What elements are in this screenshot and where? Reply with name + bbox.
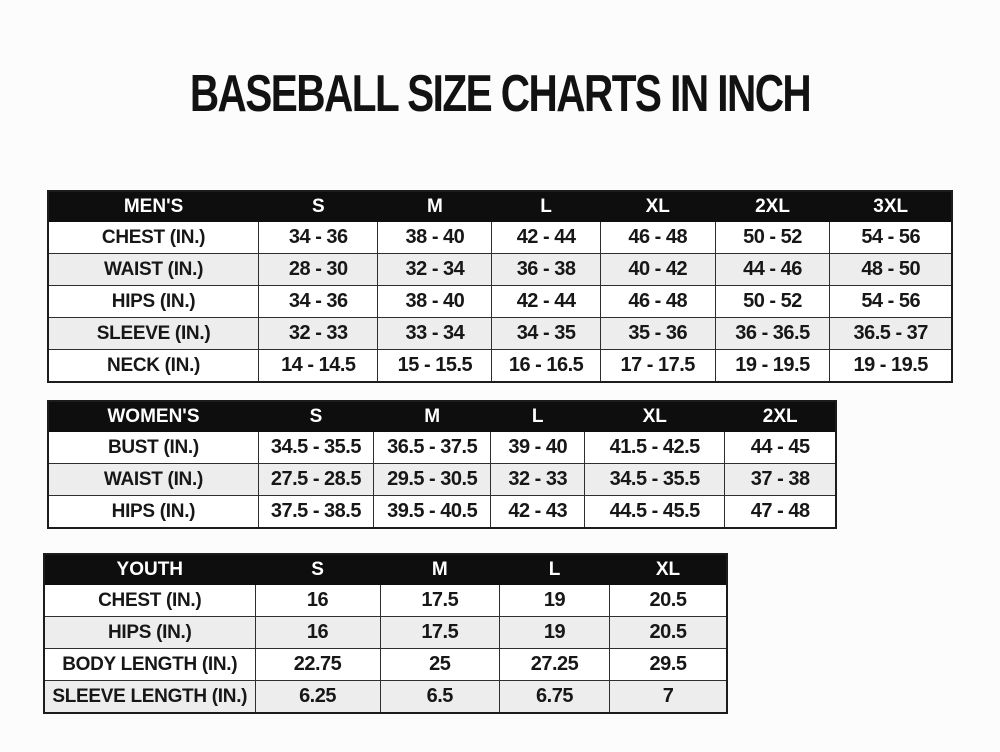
size-value: 20.5 (610, 585, 728, 617)
measurement-label: CHEST (IN.) (44, 585, 255, 617)
size-value: 36 - 38 (492, 254, 600, 286)
size-value: 38 - 40 (378, 286, 492, 318)
size-value: 42 - 44 (492, 222, 600, 254)
womens-group-header: WOMEN'S (48, 401, 258, 432)
size-value: 34 - 36 (259, 222, 378, 254)
measurement-row (48, 318, 952, 350)
page-title: BASEBALL SIZE CHARTS IN INCH (189, 65, 811, 123)
womens-header-row (48, 401, 836, 432)
size-value: 25 (380, 649, 500, 681)
measurement-row (48, 432, 836, 464)
measurement-row (48, 254, 952, 286)
size-column-header: S (255, 554, 380, 585)
size-value: 6.5 (380, 681, 500, 714)
size-value: 46 - 48 (600, 286, 715, 318)
size-value: 19 - 19.5 (715, 350, 830, 383)
size-column-header: L (492, 191, 600, 222)
size-column-header: M (373, 401, 490, 432)
measurement-label: BODY LENGTH (IN.) (44, 649, 255, 681)
size-value: 36.5 - 37 (830, 318, 952, 350)
youth-size-table (43, 553, 728, 714)
size-value: 36 - 36.5 (715, 318, 830, 350)
measurement-label: HIPS (IN.) (44, 617, 255, 649)
size-value: 40 - 42 (600, 254, 715, 286)
size-column-header: L (491, 401, 585, 432)
measurement-row (44, 617, 727, 649)
measurement-row (48, 464, 836, 496)
measurement-row (48, 222, 952, 254)
size-value: 37.5 - 38.5 (258, 496, 373, 529)
size-value: 6.25 (255, 681, 380, 714)
size-value: 32 - 34 (378, 254, 492, 286)
womens-size-table (47, 400, 837, 529)
size-value: 33 - 34 (378, 318, 492, 350)
measurement-row (44, 649, 727, 681)
size-value: 38 - 40 (378, 222, 492, 254)
size-value: 16 (255, 617, 380, 649)
size-value: 50 - 52 (715, 222, 830, 254)
size-value: 34 - 35 (492, 318, 600, 350)
size-value: 17.5 (380, 585, 500, 617)
size-value: 44 - 45 (725, 432, 836, 464)
measurement-label: HIPS (IN.) (48, 496, 258, 529)
youth-header-row (44, 554, 727, 585)
measurement-row (48, 286, 952, 318)
size-value: 32 - 33 (491, 464, 585, 496)
size-column-header: 3XL (830, 191, 952, 222)
measurement-row (48, 350, 952, 383)
size-value: 6.75 (500, 681, 610, 714)
measurement-label: NECK (IN.) (48, 350, 259, 383)
mens-header-row (48, 191, 952, 222)
size-value: 54 - 56 (830, 222, 952, 254)
size-value: 34 - 36 (259, 286, 378, 318)
size-value: 29.5 - 30.5 (373, 464, 490, 496)
size-value: 34.5 - 35.5 (585, 464, 725, 496)
measurement-row (48, 496, 836, 529)
measurement-label: WAIST (IN.) (48, 254, 259, 286)
mens-size-table (47, 190, 953, 383)
measurement-row (44, 681, 727, 714)
size-value: 37 - 38 (725, 464, 836, 496)
size-column-header: XL (585, 401, 725, 432)
size-value: 41.5 - 42.5 (585, 432, 725, 464)
size-value: 47 - 48 (725, 496, 836, 529)
size-value: 32 - 33 (259, 318, 378, 350)
size-column-header: M (380, 554, 500, 585)
size-value: 15 - 15.5 (378, 350, 492, 383)
size-value: 19 (500, 617, 610, 649)
size-value: 20.5 (610, 617, 728, 649)
size-value: 46 - 48 (600, 222, 715, 254)
size-value: 27.25 (500, 649, 610, 681)
size-column-header: M (378, 191, 492, 222)
size-column-header: XL (610, 554, 728, 585)
size-value: 28 - 30 (259, 254, 378, 286)
size-value: 36.5 - 37.5 (373, 432, 490, 464)
size-value: 16 - 16.5 (492, 350, 600, 383)
womens-table (47, 400, 837, 529)
measurement-label: SLEEVE LENGTH (IN.) (44, 681, 255, 714)
size-value: 39 - 40 (491, 432, 585, 464)
size-value: 50 - 52 (715, 286, 830, 318)
size-value: 14 - 14.5 (259, 350, 378, 383)
size-value: 54 - 56 (830, 286, 952, 318)
size-value: 29.5 (610, 649, 728, 681)
size-value: 42 - 43 (491, 496, 585, 529)
size-value: 17.5 (380, 617, 500, 649)
size-value: 34.5 - 35.5 (258, 432, 373, 464)
measurement-label: CHEST (IN.) (48, 222, 259, 254)
size-value: 22.75 (255, 649, 380, 681)
size-column-header: L (500, 554, 610, 585)
size-value: 35 - 36 (600, 318, 715, 350)
measurement-label: SLEEVE (IN.) (48, 318, 259, 350)
mens-group-header: MEN'S (48, 191, 259, 222)
youth-table (43, 553, 728, 714)
size-column-header: S (258, 401, 373, 432)
size-value: 44 - 46 (715, 254, 830, 286)
size-value: 17 - 17.5 (600, 350, 715, 383)
size-value: 19 - 19.5 (830, 350, 952, 383)
size-value: 27.5 - 28.5 (258, 464, 373, 496)
youth-group-header: YOUTH (44, 554, 255, 585)
size-value: 44.5 - 45.5 (585, 496, 725, 529)
size-value: 7 (610, 681, 728, 714)
size-column-header: XL (600, 191, 715, 222)
measurement-label: BUST (IN.) (48, 432, 258, 464)
size-column-header: 2XL (715, 191, 830, 222)
size-value: 19 (500, 585, 610, 617)
measurement-label: HIPS (IN.) (48, 286, 259, 318)
size-column-header: S (259, 191, 378, 222)
size-value: 48 - 50 (830, 254, 952, 286)
measurement-row (44, 585, 727, 617)
size-value: 16 (255, 585, 380, 617)
mens-table (47, 190, 953, 383)
measurement-label: WAIST (IN.) (48, 464, 258, 496)
size-value: 42 - 44 (492, 286, 600, 318)
size-column-header: 2XL (725, 401, 836, 432)
size-value: 39.5 - 40.5 (373, 496, 490, 529)
